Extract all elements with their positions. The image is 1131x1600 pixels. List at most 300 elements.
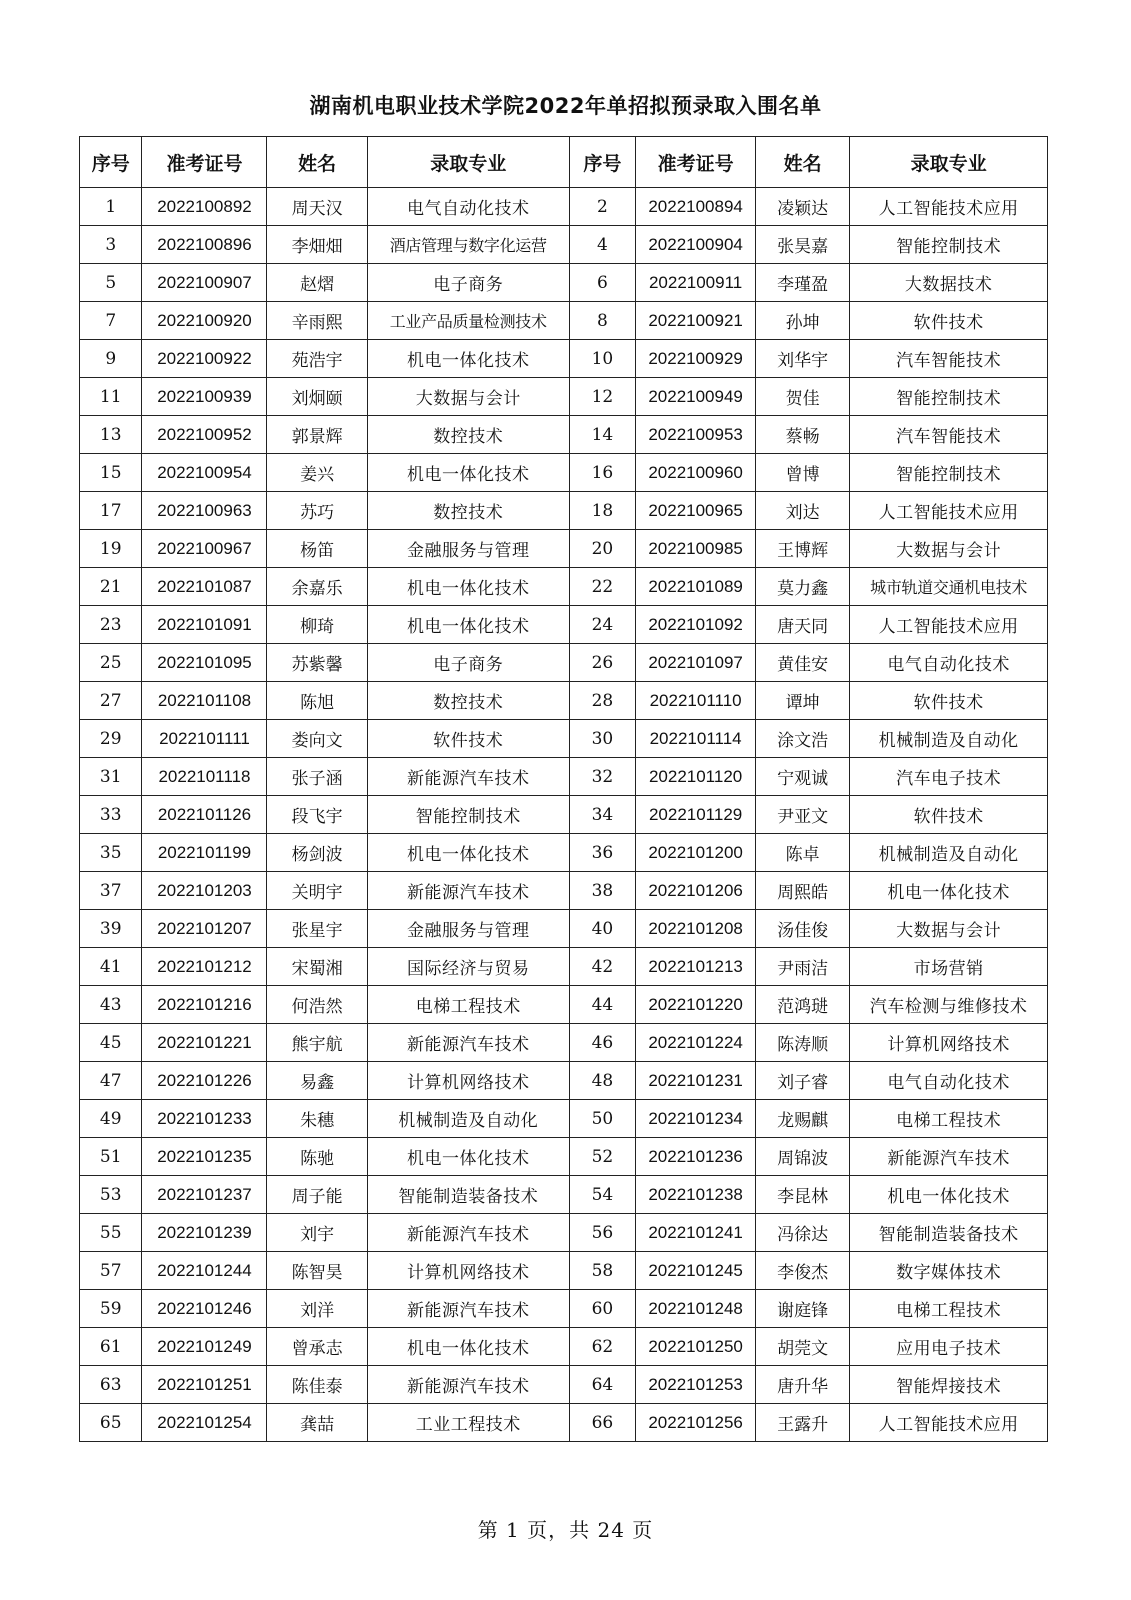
column-header-name: 姓名: [756, 137, 850, 188]
seq-cell: 36: [569, 834, 636, 872]
name-cell: 唐升华: [756, 1366, 850, 1404]
name-cell: 尹亚文: [756, 796, 850, 834]
name-cell: 李畑畑: [267, 226, 367, 264]
major-cell: 人工智能技术应用: [850, 188, 1048, 226]
major-cell: 智能制造装备技术: [850, 1214, 1048, 1252]
name-cell: 苑浩宇: [267, 340, 367, 378]
admission-roster-table: [79, 136, 1048, 1442]
seq-cell: 7: [80, 302, 142, 340]
seq-cell: 43: [80, 986, 142, 1024]
exam-id-cell: 2022101238: [636, 1176, 756, 1214]
exam-id-cell: 2022101234: [636, 1100, 756, 1138]
seq-cell: 12: [569, 378, 636, 416]
exam-id-cell: 2022101203: [142, 872, 267, 910]
seq-cell: 40: [569, 910, 636, 948]
seq-cell: 24: [569, 606, 636, 644]
name-cell: 辛雨熙: [267, 302, 367, 340]
major-cell: 数控技术: [367, 492, 569, 530]
seq-cell: 22: [569, 568, 636, 606]
seq-cell: 42: [569, 948, 636, 986]
table-row: [80, 606, 1048, 644]
name-cell: 龙赐麒: [756, 1100, 850, 1138]
table-body: [80, 188, 1048, 1442]
name-cell: 周锦波: [756, 1138, 850, 1176]
exam-id-cell: 2022100911: [636, 264, 756, 302]
page-title: 湖南机电职业技术学院2022年单招拟预录取入围名单: [309, 94, 822, 118]
name-cell: 刘达: [756, 492, 850, 530]
exam-id-cell: 2022100963: [142, 492, 267, 530]
major-cell: 智能焊接技术: [850, 1366, 1048, 1404]
major-cell: 酒店管理与数字化运营: [367, 226, 569, 264]
name-cell: 柳琦: [267, 606, 367, 644]
major-cell: 计算机网络技术: [367, 1062, 569, 1100]
seq-cell: 1: [80, 188, 142, 226]
exam-id-cell: 2022101120: [636, 758, 756, 796]
seq-cell: 10: [569, 340, 636, 378]
seq-cell: 25: [80, 644, 142, 682]
exam-id-cell: 2022100949: [636, 378, 756, 416]
major-cell: 智能控制技术: [367, 796, 569, 834]
major-cell: 汽车检测与维修技术: [850, 986, 1048, 1024]
exam-id-cell: 2022100904: [636, 226, 756, 264]
column-header-seq: 序号: [569, 137, 636, 188]
exam-id-cell: 2022101110: [636, 682, 756, 720]
name-cell: 赵熠: [267, 264, 367, 302]
column-header-exam-id: 准考证号: [142, 137, 267, 188]
table-row: [80, 454, 1048, 492]
exam-id-cell: 2022101250: [636, 1328, 756, 1366]
name-cell: 曾承志: [267, 1328, 367, 1366]
major-cell: 新能源汽车技术: [367, 1214, 569, 1252]
major-cell: 电梯工程技术: [367, 986, 569, 1024]
name-cell: 陈佳泰: [267, 1366, 367, 1404]
exam-id-cell: 2022101251: [142, 1366, 267, 1404]
major-cell: 汽车电子技术: [850, 758, 1048, 796]
table-row: [80, 1328, 1048, 1366]
seq-cell: 44: [569, 986, 636, 1024]
exam-id-cell: 2022101114: [636, 720, 756, 758]
name-cell: 范鸿琎: [756, 986, 850, 1024]
seq-cell: 3: [80, 226, 142, 264]
seq-cell: 19: [80, 530, 142, 568]
seq-cell: 27: [80, 682, 142, 720]
seq-cell: 34: [569, 796, 636, 834]
major-cell: 机电一体化技术: [850, 872, 1048, 910]
name-cell: 刘炯颐: [267, 378, 367, 416]
major-cell: 电气自动化技术: [850, 1062, 1048, 1100]
seq-cell: 35: [80, 834, 142, 872]
seq-cell: 9: [80, 340, 142, 378]
major-cell: 市场营销: [850, 948, 1048, 986]
table-row: [80, 302, 1048, 340]
table-row: [80, 644, 1048, 682]
exam-id-cell: 2022100922: [142, 340, 267, 378]
table-row: [80, 834, 1048, 872]
major-cell: 电气自动化技术: [850, 644, 1048, 682]
major-cell: 人工智能技术应用: [850, 492, 1048, 530]
name-cell: 苏紫馨: [267, 644, 367, 682]
exam-id-cell: 2022101212: [142, 948, 267, 986]
name-cell: 李俊杰: [756, 1252, 850, 1290]
name-cell: 蔡畅: [756, 416, 850, 454]
seq-cell: 14: [569, 416, 636, 454]
major-cell: 电气自动化技术: [367, 188, 569, 226]
table-row: [80, 226, 1048, 264]
seq-cell: 41: [80, 948, 142, 986]
seq-cell: 60: [569, 1290, 636, 1328]
name-cell: 郭景辉: [267, 416, 367, 454]
name-cell: 谭坤: [756, 682, 850, 720]
major-cell: 机电一体化技术: [367, 1328, 569, 1366]
name-cell: 龚喆: [267, 1404, 367, 1442]
name-cell: 冯徐达: [756, 1214, 850, 1252]
table-row: [80, 1214, 1048, 1252]
table-row: [80, 682, 1048, 720]
major-cell: 国际经济与贸易: [367, 948, 569, 986]
column-header-seq: 序号: [80, 137, 142, 188]
name-cell: 张星宇: [267, 910, 367, 948]
name-cell: 刘洋: [267, 1290, 367, 1328]
major-cell: 城市轨道交通机电技术: [850, 568, 1048, 606]
exam-id-cell: 2022101089: [636, 568, 756, 606]
seq-cell: 58: [569, 1252, 636, 1290]
name-cell: 陈智昊: [267, 1252, 367, 1290]
name-cell: 熊宇航: [267, 1024, 367, 1062]
seq-cell: 15: [80, 454, 142, 492]
name-cell: 王博辉: [756, 530, 850, 568]
major-cell: 机电一体化技术: [367, 834, 569, 872]
seq-cell: 50: [569, 1100, 636, 1138]
name-cell: 关明宇: [267, 872, 367, 910]
major-cell: 机电一体化技术: [367, 606, 569, 644]
exam-id-cell: 2022101224: [636, 1024, 756, 1062]
table-row: [80, 1404, 1048, 1442]
exam-id-cell: 2022100929: [636, 340, 756, 378]
seq-cell: 4: [569, 226, 636, 264]
seq-cell: 28: [569, 682, 636, 720]
major-cell: 新能源汽车技术: [850, 1138, 1048, 1176]
major-cell: 数控技术: [367, 416, 569, 454]
major-cell: 新能源汽车技术: [367, 758, 569, 796]
seq-cell: 63: [80, 1366, 142, 1404]
seq-cell: 17: [80, 492, 142, 530]
exam-id-cell: 2022101256: [636, 1404, 756, 1442]
exam-id-cell: 2022100892: [142, 188, 267, 226]
table-row: [80, 530, 1048, 568]
major-cell: 新能源汽车技术: [367, 1024, 569, 1062]
name-cell: 周子能: [267, 1176, 367, 1214]
exam-id-cell: 2022100907: [142, 264, 267, 302]
exam-id-cell: 2022101118: [142, 758, 267, 796]
name-cell: 李昆林: [756, 1176, 850, 1214]
name-cell: 胡莞文: [756, 1328, 850, 1366]
major-cell: 新能源汽车技术: [367, 1290, 569, 1328]
major-cell: 机械制造及自动化: [850, 720, 1048, 758]
name-cell: 宁观诚: [756, 758, 850, 796]
seq-cell: 31: [80, 758, 142, 796]
seq-cell: 20: [569, 530, 636, 568]
name-cell: 凌颖达: [756, 188, 850, 226]
name-cell: 苏巧: [267, 492, 367, 530]
major-cell: 大数据与会计: [367, 378, 569, 416]
name-cell: 刘华宇: [756, 340, 850, 378]
major-cell: 汽车智能技术: [850, 416, 1048, 454]
exam-id-cell: 2022100965: [636, 492, 756, 530]
exam-id-cell: 2022100960: [636, 454, 756, 492]
table-row: [80, 872, 1048, 910]
exam-id-cell: 2022101129: [636, 796, 756, 834]
exam-id-cell: 2022100954: [142, 454, 267, 492]
seq-cell: 53: [80, 1176, 142, 1214]
exam-id-cell: 2022101226: [142, 1062, 267, 1100]
table-row: [80, 910, 1048, 948]
exam-id-cell: 2022101087: [142, 568, 267, 606]
table-row: [80, 340, 1048, 378]
major-cell: 工业产品质量检测技术: [367, 302, 569, 340]
exam-id-cell: 2022100896: [142, 226, 267, 264]
table-row: [80, 568, 1048, 606]
name-cell: 王露升: [756, 1404, 850, 1442]
major-cell: 机械制造及自动化: [850, 834, 1048, 872]
major-cell: 工业工程技术: [367, 1404, 569, 1442]
name-cell: 黄佳安: [756, 644, 850, 682]
major-cell: 汽车智能技术: [850, 340, 1048, 378]
major-cell: 大数据与会计: [850, 530, 1048, 568]
name-cell: 周天汉: [267, 188, 367, 226]
major-cell: 计算机网络技术: [367, 1252, 569, 1290]
name-cell: 陈驰: [267, 1138, 367, 1176]
exam-id-cell: 2022101235: [142, 1138, 267, 1176]
seq-cell: 59: [80, 1290, 142, 1328]
table-row: [80, 986, 1048, 1024]
table-row: [80, 492, 1048, 530]
name-cell: 刘子睿: [756, 1062, 850, 1100]
name-cell: 余嘉乐: [267, 568, 367, 606]
table-row: [80, 1024, 1048, 1062]
name-cell: 孙坤: [756, 302, 850, 340]
major-cell: 机电一体化技术: [367, 1138, 569, 1176]
exam-id-cell: 2022101095: [142, 644, 267, 682]
table-row: [80, 720, 1048, 758]
major-cell: 大数据技术: [850, 264, 1048, 302]
seq-cell: 64: [569, 1366, 636, 1404]
table-row: [80, 948, 1048, 986]
name-cell: 娄向文: [267, 720, 367, 758]
major-cell: 新能源汽车技术: [367, 872, 569, 910]
exam-id-cell: 2022101200: [636, 834, 756, 872]
major-cell: 电梯工程技术: [850, 1100, 1048, 1138]
seq-cell: 45: [80, 1024, 142, 1062]
major-cell: 电子商务: [367, 644, 569, 682]
major-cell: 机电一体化技术: [367, 340, 569, 378]
major-cell: 计算机网络技术: [850, 1024, 1048, 1062]
table-header-row: [80, 137, 1048, 188]
major-cell: 机械制造及自动化: [367, 1100, 569, 1138]
seq-cell: 37: [80, 872, 142, 910]
exam-id-cell: 2022101199: [142, 834, 267, 872]
seq-cell: 62: [569, 1328, 636, 1366]
major-cell: 应用电子技术: [850, 1328, 1048, 1366]
table-row: [80, 796, 1048, 834]
seq-cell: 8: [569, 302, 636, 340]
name-cell: 周熙皓: [756, 872, 850, 910]
seq-cell: 16: [569, 454, 636, 492]
exam-id-cell: 2022101213: [636, 948, 756, 986]
exam-id-cell: 2022101248: [636, 1290, 756, 1328]
table-row: [80, 416, 1048, 454]
major-cell: 数控技术: [367, 682, 569, 720]
table-row: [80, 378, 1048, 416]
exam-id-cell: 2022101237: [142, 1176, 267, 1214]
exam-id-cell: 2022101233: [142, 1100, 267, 1138]
exam-id-cell: 2022100952: [142, 416, 267, 454]
name-cell: 谢庭锋: [756, 1290, 850, 1328]
major-cell: 软件技术: [850, 796, 1048, 834]
name-cell: 段飞宇: [267, 796, 367, 834]
table-row: [80, 1062, 1048, 1100]
major-cell: 软件技术: [850, 682, 1048, 720]
major-cell: 智能制造装备技术: [367, 1176, 569, 1214]
major-cell: 新能源汽车技术: [367, 1366, 569, 1404]
table-row: [80, 758, 1048, 796]
exam-id-cell: 2022101239: [142, 1214, 267, 1252]
name-cell: 张昊嘉: [756, 226, 850, 264]
seq-cell: 11: [80, 378, 142, 416]
major-cell: 数字媒体技术: [850, 1252, 1048, 1290]
exam-id-cell: 2022101249: [142, 1328, 267, 1366]
name-cell: 曾博: [756, 454, 850, 492]
exam-id-cell: 2022101246: [142, 1290, 267, 1328]
name-cell: 陈卓: [756, 834, 850, 872]
name-cell: 朱穗: [267, 1100, 367, 1138]
exam-id-cell: 2022100967: [142, 530, 267, 568]
exam-id-cell: 2022100921: [636, 302, 756, 340]
exam-id-cell: 2022101091: [142, 606, 267, 644]
exam-id-cell: 2022101108: [142, 682, 267, 720]
name-cell: 易鑫: [267, 1062, 367, 1100]
table-row: [80, 1366, 1048, 1404]
seq-cell: 49: [80, 1100, 142, 1138]
major-cell: 智能控制技术: [850, 454, 1048, 492]
seq-cell: 52: [569, 1138, 636, 1176]
column-header-exam-id: 准考证号: [636, 137, 756, 188]
exam-id-cell: 2022100894: [636, 188, 756, 226]
name-cell: 贺佳: [756, 378, 850, 416]
column-header-major: 录取专业: [367, 137, 569, 188]
exam-id-cell: 2022101126: [142, 796, 267, 834]
major-cell: 智能控制技术: [850, 378, 1048, 416]
seq-cell: 66: [569, 1404, 636, 1442]
name-cell: 宋蜀湘: [267, 948, 367, 986]
exam-id-cell: 2022100985: [636, 530, 756, 568]
major-cell: 电子商务: [367, 264, 569, 302]
exam-id-cell: 2022101216: [142, 986, 267, 1024]
major-cell: 人工智能技术应用: [850, 606, 1048, 644]
major-cell: 电梯工程技术: [850, 1290, 1048, 1328]
major-cell: 机电一体化技术: [367, 568, 569, 606]
major-cell: 机电一体化技术: [367, 454, 569, 492]
major-cell: 人工智能技术应用: [850, 1404, 1048, 1442]
major-cell: 机电一体化技术: [850, 1176, 1048, 1214]
name-cell: 杨笛: [267, 530, 367, 568]
name-cell: 李瑾盈: [756, 264, 850, 302]
exam-id-cell: 2022100920: [142, 302, 267, 340]
column-header-name: 姓名: [267, 137, 367, 188]
exam-id-cell: 2022101207: [142, 910, 267, 948]
exam-id-cell: 2022101097: [636, 644, 756, 682]
exam-id-cell: 2022100953: [636, 416, 756, 454]
seq-cell: 33: [80, 796, 142, 834]
seq-cell: 57: [80, 1252, 142, 1290]
major-cell: 金融服务与管理: [367, 530, 569, 568]
exam-id-cell: 2022101236: [636, 1138, 756, 1176]
seq-cell: 30: [569, 720, 636, 758]
major-cell: 大数据与会计: [850, 910, 1048, 948]
exam-id-cell: 2022101253: [636, 1366, 756, 1404]
exam-id-cell: 2022101220: [636, 986, 756, 1024]
name-cell: 唐天同: [756, 606, 850, 644]
name-cell: 涂文浩: [756, 720, 850, 758]
seq-cell: 61: [80, 1328, 142, 1366]
seq-cell: 2: [569, 188, 636, 226]
exam-id-cell: 2022101231: [636, 1062, 756, 1100]
exam-id-cell: 2022101254: [142, 1404, 267, 1442]
name-cell: 何浩然: [267, 986, 367, 1024]
table-row: [80, 264, 1048, 302]
seq-cell: 32: [569, 758, 636, 796]
seq-cell: 6: [569, 264, 636, 302]
seq-cell: 26: [569, 644, 636, 682]
seq-cell: 55: [80, 1214, 142, 1252]
name-cell: 刘宇: [267, 1214, 367, 1252]
exam-id-cell: 2022101244: [142, 1252, 267, 1290]
name-cell: 杨剑波: [267, 834, 367, 872]
name-cell: 张子涵: [267, 758, 367, 796]
table-row: [80, 188, 1048, 226]
seq-cell: 56: [569, 1214, 636, 1252]
seq-cell: 13: [80, 416, 142, 454]
major-cell: 软件技术: [367, 720, 569, 758]
seq-cell: 21: [80, 568, 142, 606]
seq-cell: 29: [80, 720, 142, 758]
table-row: [80, 1290, 1048, 1328]
seq-cell: 46: [569, 1024, 636, 1062]
seq-cell: 65: [80, 1404, 142, 1442]
name-cell: 陈旭: [267, 682, 367, 720]
name-cell: 姜兴: [267, 454, 367, 492]
major-cell: 软件技术: [850, 302, 1048, 340]
seq-cell: 47: [80, 1062, 142, 1100]
exam-id-cell: 2022101111: [142, 720, 267, 758]
exam-id-cell: 2022101206: [636, 872, 756, 910]
exam-id-cell: 2022101241: [636, 1214, 756, 1252]
seq-cell: 38: [569, 872, 636, 910]
seq-cell: 39: [80, 910, 142, 948]
page-number-footer: 第 1 页，共 24 页: [477, 1518, 654, 1542]
table-row: [80, 1176, 1048, 1214]
major-cell: 金融服务与管理: [367, 910, 569, 948]
table-row: [80, 1252, 1048, 1290]
exam-id-cell: 2022101221: [142, 1024, 267, 1062]
seq-cell: 54: [569, 1176, 636, 1214]
name-cell: 陈涛顺: [756, 1024, 850, 1062]
seq-cell: 48: [569, 1062, 636, 1100]
table-row: [80, 1100, 1048, 1138]
name-cell: 莫力鑫: [756, 568, 850, 606]
seq-cell: 18: [569, 492, 636, 530]
column-header-major: 录取专业: [850, 137, 1048, 188]
major-cell: 智能控制技术: [850, 226, 1048, 264]
